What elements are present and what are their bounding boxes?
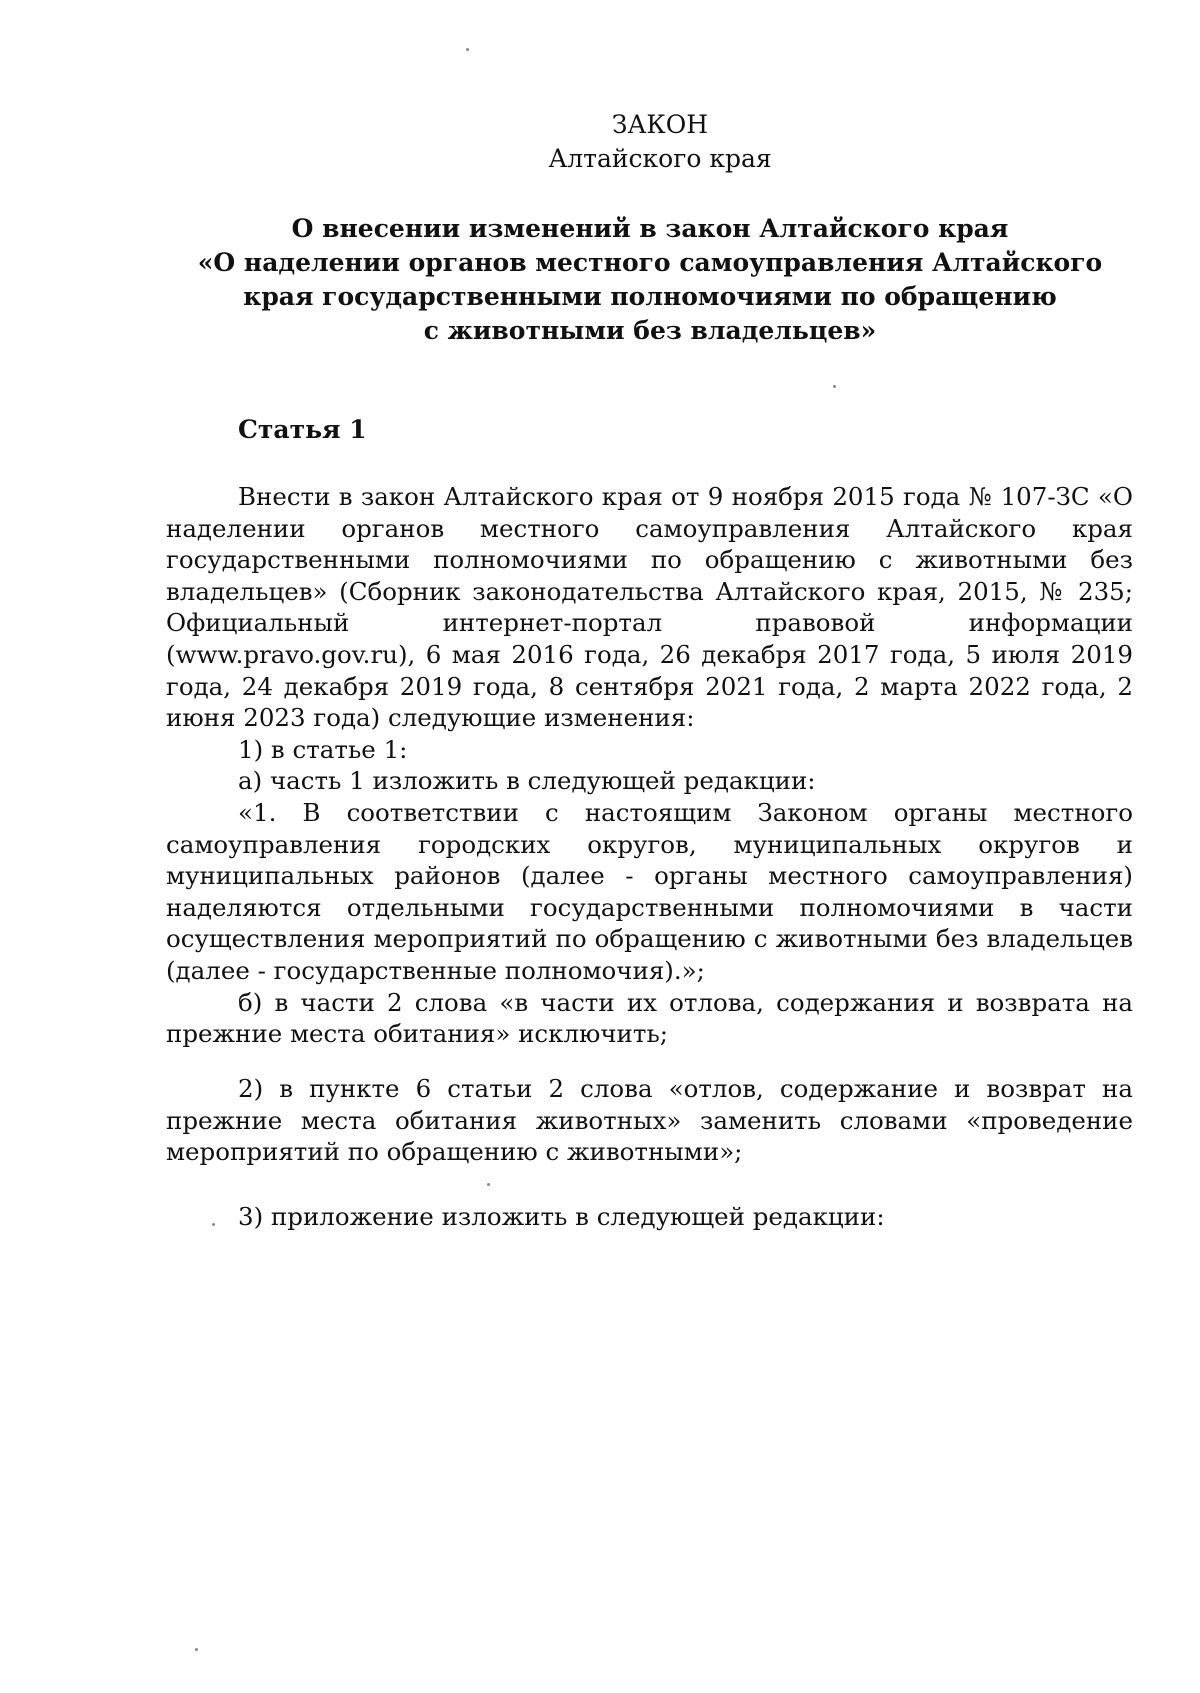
scan-speck — [466, 48, 469, 51]
region-label: Алтайского края — [548, 144, 772, 173]
title-line: с животными без владельцев» — [423, 316, 877, 345]
title-line: «О наделении органов местного самоуправления Алтайского — [197, 248, 1103, 277]
paragraph: 1) в статье 1: — [238, 734, 408, 764]
scan-speck — [833, 385, 836, 388]
paragraph: а) часть 1 изложить в следующей редакции: — [238, 766, 816, 796]
article-body-part-3 — [166, 1201, 1133, 1233]
article-body-part-2 — [166, 1073, 1133, 1168]
scan-speck — [487, 1183, 490, 1186]
paragraph: 3) приложение изложить в следующей редакции: — [238, 1202, 885, 1231]
law-title — [150, 212, 1150, 348]
paragraph: Внести в закон Алтайского края от 9 ноября 2015 года № 107-ЗС «О наделении органов местного самоуправления Алтайского края государственными полномочиями по обращению с животными без владельцев» (Сборник законодательства Алтайского края, 2015, № 235; Официальный интернет-портал правовой информации (www.pravo.gov.ru), 6 мая 2016 года, 26 декабря 2017 года, 5 июля 2019 года, 24 декабря 2019 года, 8 сентября 2021 года, 2 марта 2022 года, 2 июня 2023 года) следующие изменения: — [166, 482, 1133, 733]
article-heading: Статья 1 — [238, 415, 367, 444]
scan-speck — [212, 1223, 215, 1226]
paragraph: 2) в пункте 6 статьи 2 слова «отлов, содержание и возврат на прежние места обитания животных» заменить словами «проведение мероприятий по обращению с животными»; — [166, 1074, 1133, 1167]
paragraph: б) в части 2 слова «в части их отлова, содержания и возврата на прежние места обитания» исключить; — [166, 987, 1133, 1049]
title-line: края государственными полномочиями по обращению — [243, 282, 1057, 311]
scan-speck — [195, 1648, 198, 1651]
title-line: О внесении изменений в закон Алтайского края — [291, 214, 1009, 243]
paragraph: «1. В соответствии с настоящим Законом органы местного самоуправления городских округов, муниципальных округов и муниципальных районов (далее - органы местного самоуправления) наделяются отдельными государственными полномочиями в части осуществления мероприятий по обращению с животными без владельцев (далее - государственные полномочия).»; — [166, 797, 1133, 985]
law-label: ЗАКОН — [611, 110, 709, 139]
article-body-part-1 — [166, 481, 1133, 1050]
document-header — [0, 108, 1200, 176]
